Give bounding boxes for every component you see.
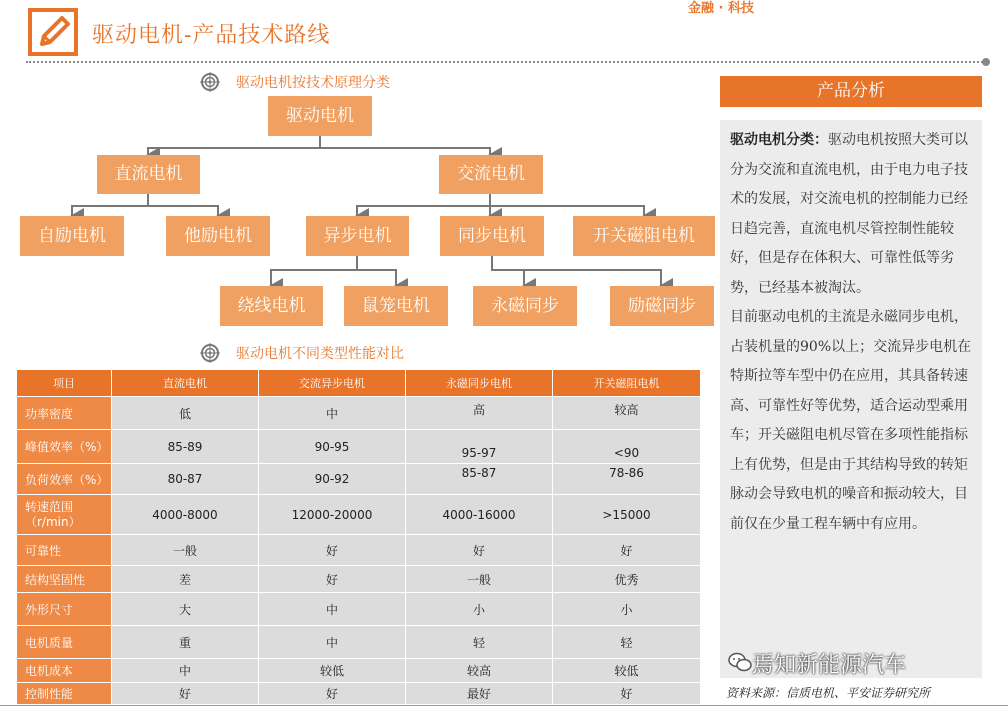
table-cell: 中 [259, 593, 406, 626]
table-cell: 80-87 [112, 464, 259, 495]
table-title: 驱动电机不同类型性能对比 [236, 346, 404, 362]
node-self-excited: 自励电机 [20, 216, 124, 256]
table-cell: 中 [112, 659, 259, 683]
table-cell: 小 [553, 593, 701, 626]
table-cell: 较高 [406, 659, 553, 683]
row-header: 转速范围（r/min） [17, 495, 112, 535]
table-cell: 小 [406, 593, 553, 626]
table-cell: 90-92 [259, 464, 406, 495]
row-header: 结构坚固性 [17, 566, 112, 593]
table-cell: 4000-8000 [112, 495, 259, 535]
target-icon [200, 343, 220, 363]
row-header: 电机质量 [17, 626, 112, 659]
table-row [17, 495, 701, 535]
table-row [17, 593, 701, 626]
table-cell: 低 [112, 397, 259, 430]
table-cell: 高 [406, 397, 553, 430]
table-cell: 好 [553, 683, 701, 705]
table-cell: 最好 [406, 683, 553, 705]
table-cell: 差 [112, 566, 259, 593]
row-header: 功率密度 [17, 397, 112, 430]
column-header: 直流电机 [112, 370, 259, 397]
table-cell: 好 [112, 683, 259, 705]
table-cell: 较高 [553, 397, 701, 430]
table-row [17, 535, 701, 566]
row-header: 峰值效率（%） [17, 430, 112, 464]
column-header: 项目 [17, 370, 112, 397]
column-header: 永磁同步电机 [406, 370, 553, 397]
footer-divider [0, 705, 1008, 706]
table-row [17, 464, 701, 495]
node-sync-motor: 同步电机 [440, 216, 544, 256]
watermark: 焉知新能源汽车 [752, 653, 907, 678]
node-ac-motor: 交流电机 [439, 155, 543, 194]
table-cell: 一般 [112, 535, 259, 566]
table-cell: 85-87 [406, 464, 553, 495]
table-cell: 轻 [553, 626, 701, 659]
table-row [17, 566, 701, 593]
analysis-lead: 驱动电机分类： [730, 132, 828, 148]
table-cell: 78-86 [553, 464, 701, 495]
table-cell: 较低 [553, 659, 701, 683]
analysis-text: 驱动电机按照大类可以分为交流和直流电机，由于电力电子技术的发展，对交流电机的控制能力已经日趋完善，直流电机尽管控制性能较好，但是存在体积大、可靠性低等劣势，已经基本被淘汰。 [730, 132, 968, 296]
source-note: 资料来源：信质电机、平安证券研究所 [726, 686, 931, 700]
table-cell: 好 [259, 535, 406, 566]
table-cell: 85-89 [112, 430, 259, 464]
table-cell: 较低 [259, 659, 406, 683]
table-cell: 好 [553, 535, 701, 566]
analysis-panel [720, 120, 982, 678]
row-header: 外形尺寸 [17, 593, 112, 626]
analysis-paragraph: 目前驱动电机的主流是永磁同步电机，占装机量的90%以上；交流异步电机在特斯拉等车型中仍在应用，其具备转速高、可靠性好等优势，适合运动型乘用车；开关磁阻电机尽管在多项性能指标上有优势，但是由于其结构导致的转矩脉动会导致电机的噪音和振动较大，目前仅在少量工程车辆中有应用。 [730, 309, 972, 532]
table-row [17, 683, 701, 705]
table-cell: 好 [406, 535, 553, 566]
node-separately-excited: 他励电机 [166, 216, 270, 256]
node-dc-motor: 直流电机 [97, 155, 200, 194]
table-cell: <90 [553, 430, 701, 464]
table-cell: >15000 [553, 495, 701, 535]
row-header: 控制性能 [17, 683, 112, 705]
table-cell: 优秀 [553, 566, 701, 593]
table-cell: 4000-16000 [406, 495, 553, 535]
panel-title: 产品分析 [720, 76, 982, 107]
node-srm-motor: 开关磁阻电机 [573, 216, 715, 256]
performance-table [16, 369, 701, 705]
table-cell: 好 [259, 566, 406, 593]
table-cell: 12000-20000 [259, 495, 406, 535]
table-row [17, 430, 701, 464]
row-header: 可靠性 [17, 535, 112, 566]
table-cell: 中 [259, 626, 406, 659]
brand-label: 金融 · 科技 [688, 1, 754, 16]
table-cell: 中 [259, 397, 406, 430]
column-header: 交流异步电机 [259, 370, 406, 397]
row-header: 负荷效率（%） [17, 464, 112, 495]
page-title: 驱动电机-产品技术路线 [92, 23, 331, 48]
column-header: 开关磁阻电机 [553, 370, 701, 397]
table-cell: 轻 [406, 626, 553, 659]
table-cell: 95-97 [406, 430, 553, 464]
table-cell: 一般 [406, 566, 553, 593]
node-pm-sync: 永磁同步 [473, 286, 577, 326]
wechat-icon [728, 650, 752, 674]
table-cell: 好 [259, 683, 406, 705]
table-row [17, 397, 701, 430]
row-header: 电机成本 [17, 659, 112, 683]
node-async-motor: 异步电机 [306, 216, 409, 256]
table-row [17, 626, 701, 659]
table-header-row [17, 370, 701, 397]
table-row [17, 659, 701, 683]
node-excited-sync: 励磁同步 [610, 286, 714, 326]
analysis-paragraph [730, 126, 974, 303]
node-squirrel-cage: 鼠笼电机 [344, 286, 448, 326]
table-cell: 90-95 [259, 430, 406, 464]
table-cell: 大 [112, 593, 259, 626]
header-divider-dot [982, 58, 990, 66]
node-wound-rotor: 绕线电机 [220, 286, 323, 326]
table-cell: 重 [112, 626, 259, 659]
tree-title: 驱动电机按技术原理分类 [236, 75, 390, 91]
node-drive-motor: 驱动电机 [268, 96, 372, 136]
